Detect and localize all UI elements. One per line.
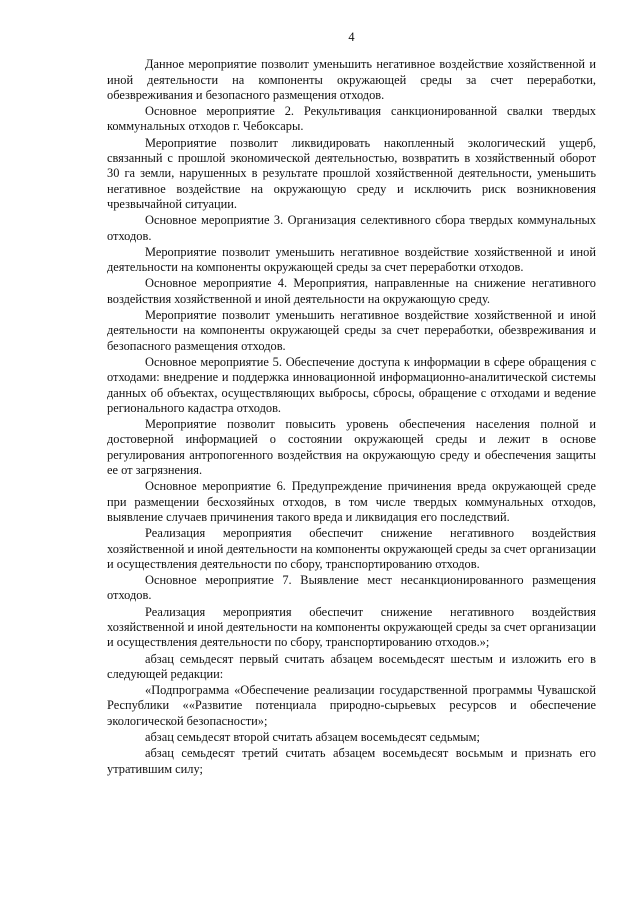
- paragraph: Основное мероприятие 4. Мероприятия, направленные на снижение негативного воздействия хозяйственной и иной деятельности на окружающую среду.: [107, 276, 596, 306]
- paragraph: абзац семьдесят первый считать абзацем восемьдесят шестым и изложить его в следующей редакции:: [107, 651, 596, 681]
- paragraph: Основное мероприятие 7. Выявление мест несанкционированного размещения отходов.: [107, 573, 596, 603]
- paragraph: Основное мероприятие 5. Обеспечение доступа к информации в сфере обращения с отходами: внедрение и поддержка инновационной информационно-аналитической системы данных об объектах, осуществляющих выбросы, сбросы, обращение с отходами и ведение регионального кадастра отходов.: [107, 354, 596, 415]
- paragraph: абзац семьдесят третий считать абзацем восемьдесят восьмым и признать его утратившим силу;: [107, 746, 596, 776]
- paragraph: Мероприятие позволит повысить уровень обеспечения населения полной и достоверной информацией о состоянии окружающей среды и лежит в основе регулирования антропогенного воздействия на окружающую среду и обеспечения защиты ее от загрязнения.: [107, 417, 596, 478]
- paragraph: Данное мероприятие позволит уменьшить негативное воздействие хозяйственной и иной деятельности на компоненты окружающей среды за счет переработки, обезвреживания и безопасного размещения отходов.: [107, 57, 596, 102]
- paragraph: абзац семьдесят второй считать абзацем восемьдесят седьмым;: [145, 730, 480, 745]
- paragraph: Основное мероприятие 6. Предупреждение причинения вреда окружающей среде при размещении бесхозяйных отходов, в том числе твердых коммунальных отходов, выявление случаев причинения такого вреда и ликвидация его последствий.: [107, 479, 596, 524]
- paragraph: «Подпрограмма «Обеспечение реализации государственной программы Чувашской Республики ««Развитие потенциала природно-сырьевых ресурсов и обеспечение экологической безопасности»;: [107, 683, 596, 728]
- paragraph: Основное мероприятие 3. Организация селективного сбора твердых коммунальных отходов.: [107, 213, 596, 243]
- document-page: [107, 30, 596, 778]
- paragraph: Мероприятие позволит уменьшить негативное воздействие хозяйственной и иной деятельности на компоненты окружающей среды за счет переработки, обезвреживания и безопасного размещения отходов.: [107, 308, 596, 353]
- paragraph: Мероприятие позволит ликвидировать накопленный экологический ущерб, связанный с прошлой экономической деятельностью, возвратить в хозяйственный оборот 30 га земли, нарушенных в результате прошлой хозяйственной деятельности, уменьшить негативное воздействие на окружающую среду и исключить риск возникновения чрезвычайной ситуации.: [107, 135, 596, 211]
- paragraph: Мероприятие позволит уменьшить негативное воздействие хозяйственной и иной деятельности на компоненты окружающей среды за счет переработки отходов.: [107, 244, 596, 275]
- paragraph: Реализация мероприятия обеспечит снижение негативного воздействия хозяйственной и иной деятельности на компоненты окружающей среды за счет организации и осуществления деятельности по сбору, транспортированию отходов.»;: [107, 604, 596, 650]
- paragraph: Реализация мероприятия обеспечит снижение негативного воздействия хозяйственной и иной деятельности на компоненты окружающей среды за счет организации и осуществления деятельности по сбору, транспортированию отходов.: [107, 526, 596, 571]
- paragraph: Основное мероприятие 2. Рекультивация санкционированной свалки твердых коммунальных отходов г. Чебоксары.: [107, 104, 596, 134]
- page-number: 4: [348, 30, 355, 44]
